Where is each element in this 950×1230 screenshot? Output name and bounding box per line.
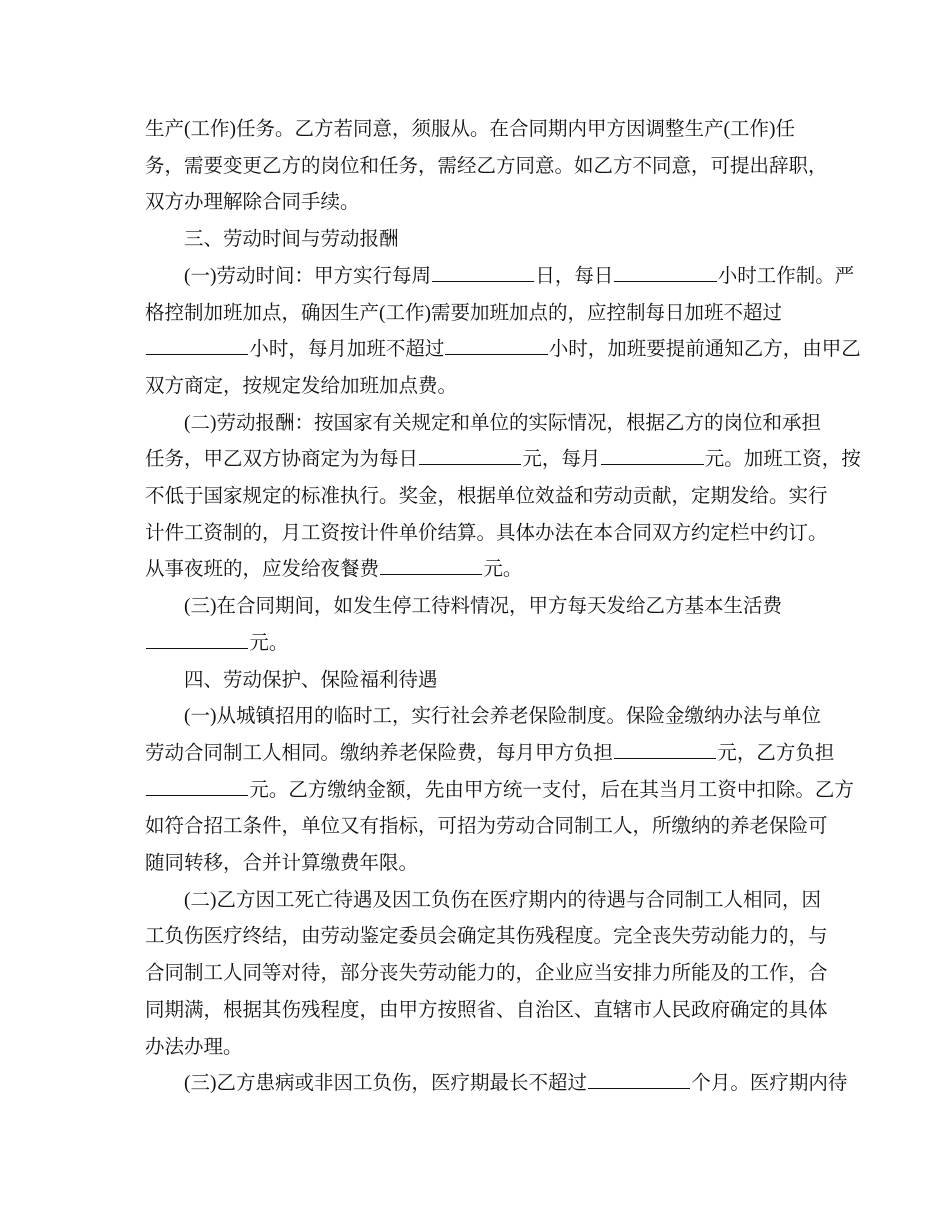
line-text: 双方商定，按规定发给加班加点费。 (145, 375, 458, 397)
line-text: (三)乙方患病或非因工负伤，医疗期最长不超过 (184, 1073, 587, 1095)
fill-in-blank (588, 1071, 690, 1090)
document-line (145, 296, 805, 333)
line-text: 四、劳动保护、保险福利待遇 (184, 669, 438, 691)
fill-in-blank (146, 777, 248, 796)
line-text: 元。加班工资，按 (704, 449, 861, 471)
line-text: 格控制加班加点，确因生产(工作)需要加班加点的，应控制每日加班不超过 (145, 302, 782, 324)
fill-in-blank (614, 263, 716, 282)
fill-in-blank (146, 630, 248, 649)
document-line (145, 149, 828, 186)
line-text: (二)劳动报酬：按国家有关规定和单位的实际情况，根据乙方的岗位和承担 (184, 412, 821, 434)
document-line (145, 919, 828, 956)
line-text: 随同转移，合并计算缴费年限。 (145, 853, 419, 875)
line-text: 三、劳动时间与劳动报酬 (184, 229, 399, 251)
document-line (145, 1066, 848, 1103)
fill-in-blank (445, 337, 547, 356)
line-text: (一)从城镇招用的临时工，实行社会养老保险制度。保险金缴纳办法与单位 (184, 706, 821, 728)
line-text: 办法办理。 (145, 1036, 243, 1058)
document-line (145, 663, 805, 700)
document-line (145, 552, 805, 589)
document-line (145, 809, 828, 846)
document-line (145, 222, 805, 259)
document-line (145, 332, 861, 369)
line-text: 务，需要变更乙方的岗位和任务，需经乙方同意。如乙方不同意，可提出辞职， (145, 155, 828, 177)
fill-in-blank (146, 337, 248, 356)
document-line (145, 956, 828, 993)
fill-in-blank (614, 740, 716, 759)
line-text: (一)劳动时间：甲方实行每周 (184, 265, 431, 287)
line-text: 元。乙方缴纳金额，先由甲方统一支付，后在其当月工资中扣除。乙方 (249, 779, 854, 801)
line-text: 劳动合同制工人相同。缴纳养老保险费，每月甲方负担 (145, 742, 614, 764)
document-line (145, 442, 861, 479)
line-text: 生产(工作)任务。乙方若同意，须服从。在合同期内甲方因调整生产(工作)任 (145, 119, 795, 140)
line-text: 从事夜班的，应发给夜餐费 (145, 559, 380, 581)
document-line (145, 479, 828, 516)
line-text: 计件工资制的，月工资按计件单价结算。具体办法在本合同双方约定栏中约订。 (145, 522, 828, 544)
line-text: 元，乙方负担 (717, 742, 835, 764)
line-text: 个月。医疗期内待 (691, 1073, 848, 1095)
document-line (145, 846, 805, 883)
document-line (145, 1030, 805, 1067)
line-text: 小时工作制。严 (717, 265, 855, 287)
line-text: 小时，每月加班不超过 (249, 339, 445, 361)
document-line (145, 259, 855, 296)
document-line (145, 736, 835, 773)
line-text: 工负伤医疗终结，由劳动鉴定委员会确定其伤残程度。完全丧失劳动能力的，与 (145, 926, 828, 948)
fill-in-blank (380, 557, 482, 576)
line-text: 元。 (249, 632, 289, 654)
document-line (145, 699, 821, 736)
document-body (145, 112, 861, 1103)
line-text: 如符合招工条件，单位又有指标，可招为劳动合同制工人，所缴纳的养老保险可 (145, 816, 828, 838)
document-line (145, 185, 805, 222)
line-text: 同期满，根据其伤残程度，由甲方按照省、自治区、直辖市人民政府确定的具体 (145, 999, 828, 1021)
line-text: 小时，加班要提前通知乙方，由甲乙 (548, 339, 861, 361)
document-line (145, 112, 805, 149)
document-line (145, 369, 805, 406)
document-line (145, 516, 828, 553)
line-text: (二)乙方因工死亡待遇及因工负伤在医疗期内的待遇与合同制工人相同，因 (184, 889, 821, 911)
line-text: 双方办理解除合同手续。 (145, 192, 360, 214)
document-line (145, 626, 805, 663)
line-text: 日，每日 (535, 265, 614, 287)
line-text: 元。 (483, 559, 523, 581)
line-text: (三)在合同期间，如发生停工待料情况，甲方每天发给乙方基本生活费 (184, 596, 782, 618)
line-text: 不低于国家规定的标准执行。奖金，根据单位效益和劳动贡献，定期发给。实行 (145, 486, 828, 508)
document-line (145, 406, 821, 443)
document-line (145, 993, 828, 1030)
fill-in-blank (419, 447, 521, 466)
line-text: 元，每月 (522, 449, 601, 471)
fill-in-blank (601, 447, 703, 466)
document-line (145, 773, 854, 810)
document-line (145, 883, 821, 920)
fill-in-blank (432, 263, 534, 282)
document-line (145, 589, 805, 626)
line-text: 任务，甲乙双方协商定为为每日 (145, 449, 419, 471)
line-text: 合同制工人同等对待，部分丧失劳动能力的，企业应当安排力所能及的工作，合 (145, 963, 828, 985)
